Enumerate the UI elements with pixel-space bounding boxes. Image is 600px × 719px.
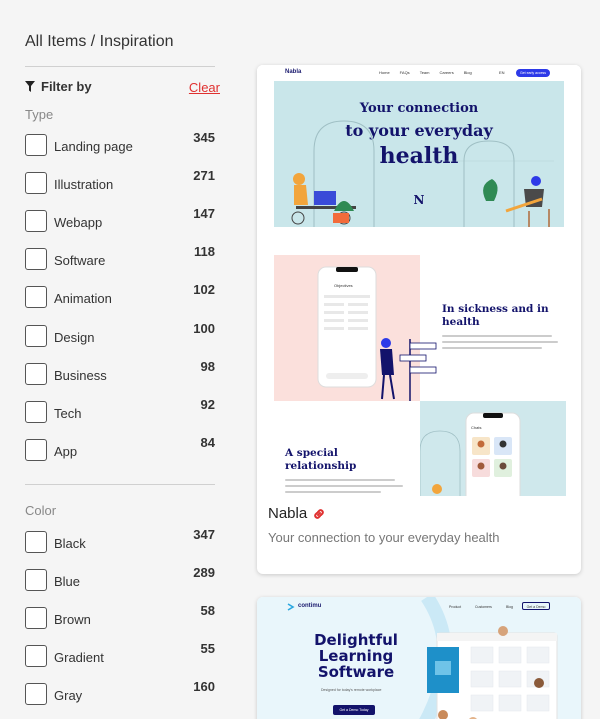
option-label: Tech [54, 406, 82, 421]
thumb-nav-link: Team [419, 70, 430, 75]
chat-phone-mockup [420, 401, 566, 496]
checkbox[interactable] [25, 645, 47, 667]
text-line [442, 347, 542, 349]
option-count: 160 [193, 679, 215, 694]
option-count: 347 [193, 527, 215, 542]
option-label: Illustration [54, 177, 114, 192]
thumb-nav-link: FAQs [399, 70, 410, 75]
color-section-label: Color [25, 503, 57, 518]
checkbox[interactable] [25, 210, 47, 232]
thumb-nav-button: Get early access [516, 69, 550, 77]
filter-option-app[interactable] [25, 435, 215, 463]
section-3-title: A special relationship [285, 447, 357, 472]
text-line [285, 485, 403, 487]
thumb-nav-link: Careers [439, 70, 454, 75]
checkbox[interactable] [25, 286, 47, 308]
phone-heading: Objectives [334, 283, 353, 288]
filter-option-blue[interactable] [25, 565, 215, 593]
inspiration-card-contimu[interactable] [257, 597, 581, 719]
option-label: Business [54, 368, 107, 383]
checkbox[interactable] [25, 134, 47, 156]
filter-option-webapp[interactable] [25, 206, 215, 234]
filter-header [25, 79, 220, 97]
option-count: 147 [193, 206, 215, 221]
checkbox[interactable] [25, 439, 47, 461]
checkbox[interactable] [25, 363, 47, 385]
thumb-hero [274, 81, 564, 227]
card-description: Your connection to your everyday health [268, 530, 500, 545]
card-title-text: Nabla [268, 505, 308, 522]
option-label: Animation [54, 291, 112, 306]
checkbox[interactable] [25, 248, 47, 270]
thumb-title: Delightful Learning Software [314, 631, 398, 681]
option-count: 271 [193, 168, 215, 183]
text-line [442, 335, 552, 337]
filter-option-tech[interactable] [25, 397, 215, 425]
card-thumbnail[interactable] [257, 597, 581, 719]
filter-icon [25, 81, 35, 92]
thumb-logo: Nabla [285, 69, 302, 75]
checkbox[interactable] [25, 607, 47, 629]
figure-illustration [427, 483, 447, 496]
option-label: Black [54, 536, 86, 551]
checkbox[interactable] [25, 569, 47, 591]
option-label: Gray [54, 688, 83, 703]
thumb-nav-links [379, 70, 472, 75]
checkbox[interactable] [25, 401, 47, 423]
card-title[interactable] [268, 505, 326, 522]
thumb-nav-link: Product [449, 605, 462, 609]
type-section-label: Type [25, 107, 54, 122]
inspiration-card-nabla[interactable] [257, 65, 581, 574]
thumb-nav [257, 65, 581, 81]
option-label: Landing page [54, 139, 133, 154]
clear-filters-link[interactable]: Clear [188, 80, 220, 95]
filter-option-business[interactable] [25, 359, 215, 387]
thumb-nav-button: Get a Demo [522, 602, 550, 610]
filter-title [25, 79, 92, 94]
option-label: App [54, 444, 78, 459]
thumb-nav-link: Customers [475, 605, 492, 609]
option-count: 55 [200, 641, 215, 656]
option-count: 289 [193, 565, 215, 580]
breadcrumb: All Items / Inspiration [25, 33, 174, 50]
app-mockup [407, 597, 581, 719]
filter-option-landing-page[interactable] [25, 130, 215, 158]
thumb-subtitle: Designed for today's remote workplace [321, 688, 382, 692]
thumb-nav-link: Blog [506, 605, 514, 609]
section-2-title: In sickness and in health [442, 303, 549, 328]
filter-option-gradient[interactable] [25, 641, 215, 669]
hero-line: to your everyday [345, 121, 493, 140]
text-line [285, 491, 381, 493]
checkbox[interactable] [25, 531, 47, 553]
option-count: 92 [200, 397, 215, 412]
card-thumbnail[interactable] [257, 65, 581, 496]
thumb-nav-link: Blog [463, 70, 472, 75]
text-line [285, 479, 395, 481]
option-label: Webapp [54, 215, 103, 230]
divider [25, 484, 215, 485]
option-count: 100 [193, 321, 215, 336]
option-label: Brown [54, 612, 91, 627]
filter-option-black[interactable] [25, 527, 215, 555]
thumb-cta: Get a Demo Today [333, 705, 375, 715]
option-count: 84 [200, 435, 215, 450]
option-label: Software [54, 253, 106, 268]
thumb-lang: EN [499, 70, 505, 75]
option-count: 345 [193, 130, 215, 145]
link-icon [312, 507, 326, 521]
option-count: 98 [200, 359, 215, 374]
option-count: 58 [200, 603, 215, 618]
filter-option-animation[interactable] [25, 282, 215, 310]
filter-title-label: Filter by [41, 79, 92, 94]
option-label: Design [54, 330, 95, 345]
text-line [442, 341, 558, 343]
hero-mark: N [413, 193, 425, 207]
arrow-logo-icon [287, 603, 295, 611]
option-count: 102 [193, 282, 215, 297]
thumb-logo: contimu [298, 603, 322, 609]
option-count: 118 [194, 244, 215, 259]
checkbox[interactable] [25, 172, 47, 194]
hero-illustration [274, 81, 564, 227]
checkbox[interactable] [25, 683, 47, 705]
hero-line: health [379, 143, 459, 169]
option-label: Gradient [54, 650, 104, 665]
filter-option-design[interactable] [25, 321, 215, 349]
filter-option-brown[interactable] [25, 603, 215, 631]
phone-heading: Chats [471, 425, 482, 430]
divider [25, 66, 215, 67]
thumb-section-3 [420, 401, 566, 496]
option-label: Blue [54, 574, 81, 589]
filter-option-software[interactable] [25, 244, 215, 272]
filter-option-gray[interactable] [25, 679, 215, 707]
thumb-nav-link: Home [379, 70, 390, 75]
hero-line: Your connection [359, 101, 479, 116]
checkbox[interactable] [25, 325, 47, 347]
signpost-illustration [372, 333, 442, 403]
filter-option-illustration[interactable] [25, 168, 215, 196]
